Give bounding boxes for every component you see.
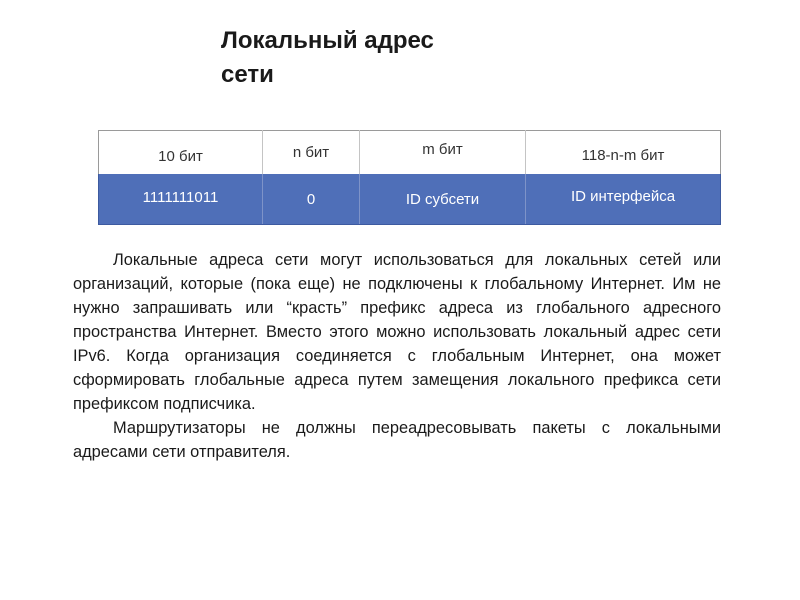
value-cell-prefix: 1111111011	[99, 174, 263, 225]
paragraph: Локальные адреса сети могут использоваться для локальных сетей или организаций, которые (пока еще) не подключены к глобальному Интернет. Им не нужно запрашивать или “красть” префикс адреса из глобального адресного пространства Интернет. Вместо этого можно использовать локальный адрес сети IPv6. Когда организация соединяется с глобальным Интернет, она может сформировать глобальные адреса путем замещения локального префикса сети префиксом подписчика.	[73, 251, 721, 413]
body-text	[73, 248, 721, 464]
value-cell-interface-id: ID интерфейса	[526, 174, 721, 225]
address-format-header-row	[99, 131, 721, 175]
header-cell-remaining-bits: 118-n-m бит	[526, 131, 721, 175]
header-cell-prefix-bits: 10 бит	[99, 131, 263, 175]
value-cell-n: 0	[263, 174, 360, 225]
slide-title-line-2: сети	[221, 61, 274, 88]
header-cell-n-bits: n бит	[263, 131, 360, 175]
address-format-table	[98, 130, 721, 225]
slide-title	[221, 24, 521, 92]
slide-title-line-1: Локальный адрес	[221, 27, 434, 54]
address-format-value-row	[99, 174, 721, 225]
value-cell-subnet-id: ID субсети	[360, 174, 526, 225]
header-cell-m-bits: m бит	[360, 131, 526, 175]
paragraph: Маршрутизаторы не должны переадресовывать пакеты с локальными адресами сети отправителя.	[73, 419, 721, 461]
